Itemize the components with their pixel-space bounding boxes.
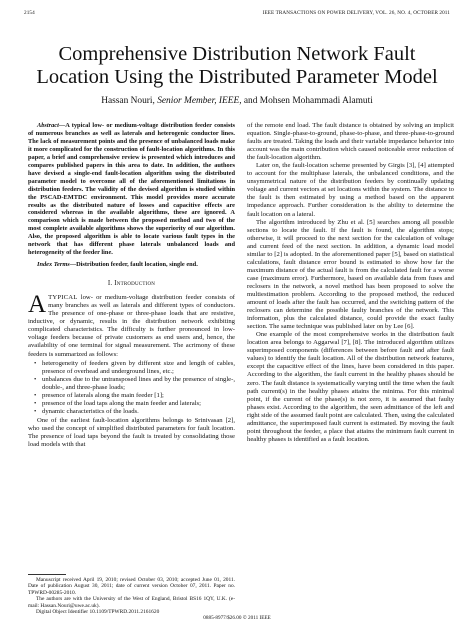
intro-paragraph-2: One of the earliest fault-location algorithms belongs to Srinivasan [2], who used the concept of simplified distributed parameters for fault location. The presence of load taps beyond the fault is treated by consolidating those load models with that [28,416,235,449]
index-terms-text: —Distribution feeder, fault location, single end. [69,261,198,269]
footnote-doi: Digital Object Identifier 10.1109/TPWRD.2011.2161620 [36,609,160,616]
intro-paragraph-1-text: low- or medium-voltage distribution feeder consists of many branches as well as laterals and different types of conductors. The presence of one-phase or three-phase loads that are resistive, inductive, or dynamic, results in the distribution network exhibiting complicated characteristics. The difficulty is further pronounced in low-voltage feeders because of private customers as end users and, hence, the availability of one terminal for signal measurement. The acrimony of these feeders is summarized as follows: [28,294,235,358]
page-number: 2154 [24,10,35,16]
right-paragraph-3: The algorithm introduced by Zhu et al. [5] searches among all possible sections to locate the fault. If the fault is found, the algorithm stops; otherwise, it will proceed to the next section for the calculation of voltage and current feed of the next section. In addition, a dynamic load model similar to [2] is adopted. In the aforementioned paper [5], based on statistical calculations, fault distance error bound is estimated to show how far the maximum distance of the actual fault is from the calculated fault for a worse case (maximum error). Furthermore, based on available data from fuses and reclosers in the network, a novel method has been proposed to solve the multiestimation problem. According to the proposed method, the reduced amount of loads after the fault has occurred, and the switching pattern of the reclosers can determine the possible faulty branches of the network. This information, plus the calculated distance, could provide the exact faulty section. The same technique was published later on by Lee [6]. [247,218,454,331]
list-item: • unbalances due to the untransposed lines and by the presence of single-, double-, and three-phase loads; [42,376,235,392]
feeder-characteristics-list [28,360,235,416]
footnote-rule [28,574,66,575]
abstract-text: —A typical low- or medium-voltage distribution feeder consists of numerous branches as well as laterals and heterogenic conductor lines. The lack of measurement points and the presence of unbalanced loads make it more complicated for the construction of fault-location algorithms. In this paper, a brief and comprehensive review is presented which introduces and compares published papers in this area to date. In addition, the authors have devised a single-end fault-location algorithm using the distributed parameter model to overcome all of the aforementioned limitations in distribution feeders. The validity of the devised algorithm is studied within the PSCAD-EMTDC environment. This model provides more accurate results as the distributed nature of losses and capacitive effects are considered whereas in the available algorithms, these are ignored. A comparison which is made between the proposed method and two of the most complete available algorithms shows the superiority of our algorithm. Also, the proposed algorithm is able to locate various fault types in the network that has different phase laterals unbalanced loads and heterogeneity of the feeder line. [28,122,235,257]
footnote-manuscript: Manuscript received April 19, 2010; revised October 03, 2010; accepted June 01, 2011. Date of publication August 30, 2011; date of current version October 07, 2011. Paper no. TPWRD-00285-2010. [28,577,235,596]
right-column [247,122,454,444]
left-column [28,122,235,449]
abstract-label: Abstract [37,122,59,129]
intro-lead-word: TYPICAL [48,294,78,302]
paper-title: Comprehensive Distribution Network Fault Location Using the Distributed Parameter Model [36,43,438,88]
author-line [20,96,454,107]
author-conjunction: and [243,96,258,106]
index-terms [28,261,235,269]
section-heading-text: I. Introduction [107,280,156,288]
right-paragraph-1: of the remote end load. The fault distance is obtained by solving an implicit equation. Single-phase-to-ground, phase-to-phase, and three-phase-to-ground faults are treated. Taking the loads and their variable impedance behavior into account was the main contribution which caused noticeable error reduction of the fault-location algorithm. [247,122,454,162]
footnotes [28,577,235,615]
author-2-name: Mohsen Mohammadi Alamuti [259,96,373,106]
list-item: • heterogeneity of feeders given by different size and length of cables, presence of overhead and underground lines, etc.; [42,360,235,376]
section-heading [28,280,235,288]
right-paragraph-4: One example of the most comprehensive works in the distribution fault location area belongs to Aggarwal [7], [8]. The introduced algorithm utilizes superimposed components (differences between before fault and after fault values) to identify the fault location. All of the distribution network features, except the capacitive effect of the lines, have been considered in this paper. According to the algorithm, the fault current in the healthy phases should be zero. The fault distance is systematically varying until the time when the fault path current(s) in the healthy phases attains the minima. For this minimal point, if the current of the phase(s) is not zero, it is assumed that faulty phases exist. According to the algorithm, the seen admittance of the left and right side of the assumed fault point are calculated. Then, using the calculated admittance, the superimposed fault current is estimated. By moving the fault point throughout the feeder, a place that attains the minimum fault current in healthy phases is identified as a fault location. [247,331,454,443]
author-1-name: Hassan Nouri, [101,96,155,106]
running-head [24,10,450,19]
journal-line: IEEE TRANSACTIONS ON POWER DELIVERY, VOL. 26, NO. 4, OCTOBER 2011 [262,10,450,16]
index-terms-label: Index Terms [37,261,70,269]
list-item: • presence of the load taps along the main feeder and laterals; [42,400,235,408]
list-item: • dynamic characteristics of the loads. [42,408,235,416]
list-item: • presence of laterals along the main feeder [1]; [42,392,235,400]
intro-paragraph-1 [28,291,235,358]
drop-cap: A [28,291,47,319]
right-paragraph-2: Later on, the fault-location scheme presented by Girgis [3], [4] attempted to account for the multiphase laterals, the unbalanced conditions, and the unsymmetrical nature of the distribution feeders by continually updating voltage and current vectors at set locations within the system. The distance to the fault is then estimated by using a method based on the apparent impedance approach. Further consideration is the ability to determine the fault location on a lateral. [247,162,454,218]
author-1-role: Senior Member, IEEE, [157,96,242,106]
footnote-affiliation: The authors are with the University of the West of England, Bristol BS16 1QY, U.K. (e-mail: Hassan.Nouri@uwe.ac.uk). [28,596,235,609]
copyright-footer: 0885-8977/$26.00 © 2011 IEEE [203,615,271,621]
abstract [28,122,235,257]
